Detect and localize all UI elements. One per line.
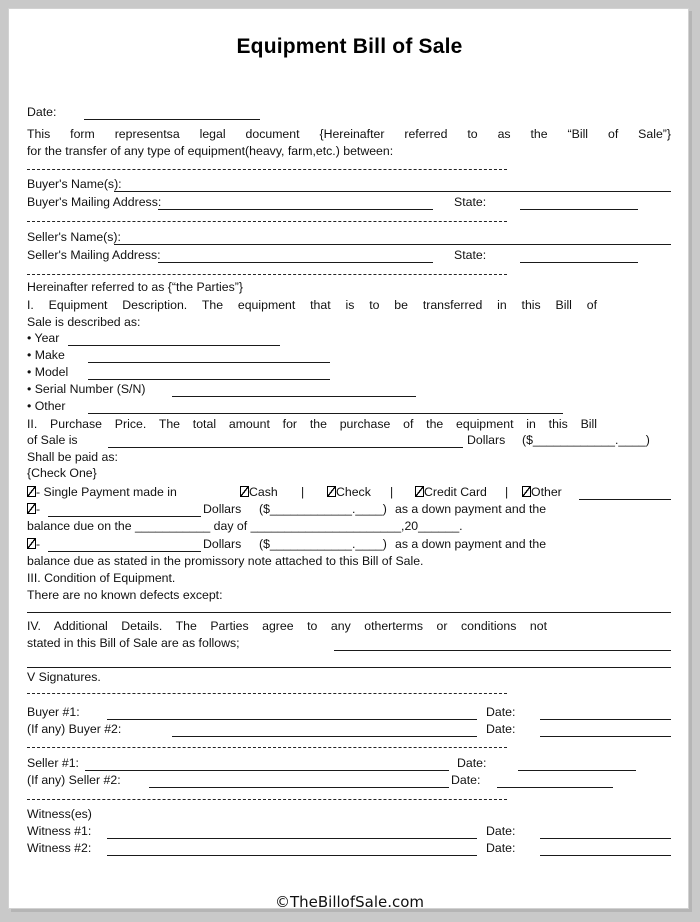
checkbox-credit-card-icon[interactable] <box>415 486 424 497</box>
seller-address-input-line[interactable] <box>158 262 433 263</box>
signature-seller-1-input-line[interactable] <box>85 770 449 771</box>
buyer-state-input-line[interactable] <box>520 209 638 210</box>
divider-before-witnesses <box>27 799 507 800</box>
signature-seller-1-label: Seller #1: <box>27 756 79 770</box>
payment-separator-1: | <box>301 485 305 499</box>
payment-option-cash-label: Cash <box>249 485 278 499</box>
payment-separator-2: | <box>390 485 394 499</box>
down-payment-b-amount-field[interactable]: ($____________.____) <box>259 537 387 551</box>
section-4-line-1: IV. Additional Details. The Parties agree to any otherterms or conditions not <box>27 619 547 633</box>
bullet-model-input-line[interactable] <box>88 379 330 380</box>
down-payment-b-words-input-line[interactable] <box>48 551 201 552</box>
witness-1-input-line[interactable] <box>107 838 477 839</box>
divider-before-seller-signatures <box>27 747 507 748</box>
payment-option-single <box>27 485 177 500</box>
buyer-name-label: Buyer's Name(s): <box>27 177 122 191</box>
page-title: Equipment Bill of Sale <box>236 35 463 58</box>
bullet-other-label: • Other <box>27 399 66 413</box>
signature-seller-1-date-input-line[interactable] <box>518 770 636 771</box>
intro-paragraph-line-1: This form representsa legal document {Hereinafter referred to as the “Bill of Sale”} <box>27 127 671 141</box>
signature-seller-1-date-label: Date: <box>457 756 487 770</box>
section-4-input-line-1[interactable] <box>334 650 671 651</box>
section-2-line-1: II. Purchase Price. The total amount for the purchase of the equipment in this Bill <box>27 417 597 431</box>
section-1-line-1: I. Equipment Description. The equipment that is to be transferred in this Bill of <box>27 298 597 312</box>
down-payment-a-dollars-label: Dollars <box>203 502 242 516</box>
down-payment-a-trailing-text: as a down payment and the <box>395 502 547 516</box>
witness-2-label: Witness #2: <box>27 841 92 855</box>
seller-state-input-line[interactable] <box>520 262 638 263</box>
payment-option-credit <box>415 485 487 500</box>
signature-seller-2-date-input-line[interactable] <box>497 787 613 788</box>
signature-seller-2-input-line[interactable] <box>149 787 449 788</box>
buyer-address-label: Buyer's Mailing Address: <box>27 195 162 209</box>
signature-buyer-2-date-input-line[interactable] <box>540 736 671 737</box>
bullet-model-label: • Model <box>27 365 69 379</box>
down-payment-a-amount-field[interactable]: ($____________.____) <box>259 502 387 516</box>
down-payment-b-trailing-text: as a down payment and the <box>395 537 547 551</box>
divider-after-seller <box>27 274 507 275</box>
bullet-serial-label: • Serial Number (S/N) <box>27 382 146 396</box>
witness-2-input-line[interactable] <box>107 855 477 856</box>
seller-address-label: Seller's Mailing Address: <box>27 248 161 262</box>
witness-1-date-input-line[interactable] <box>540 838 671 839</box>
checkbox-cash-icon[interactable] <box>240 486 249 497</box>
date-input-line[interactable] <box>84 119 260 120</box>
purchase-price-dollars-label: Dollars <box>467 433 506 447</box>
bullet-year-label: • Year <box>27 331 60 345</box>
witness-1-date-label: Date: <box>486 824 516 838</box>
payment-option-cash <box>240 485 278 500</box>
check-one-text: {Check One} <box>27 466 97 480</box>
section-3-text: There are no known defects except: <box>27 588 223 602</box>
witness-heading: Witness(es) <box>27 807 92 821</box>
bullet-year-input-line[interactable] <box>68 345 280 346</box>
section-1-line-2: Sale is described as: <box>27 315 141 329</box>
payment-option-other <box>522 485 562 500</box>
payment-option-single-label: - Single Payment made in <box>36 485 177 499</box>
balance-due-line-b: balance due as stated in the promissory note attached to this Bill of Sale. <box>27 554 424 568</box>
document-content <box>27 9 672 908</box>
payment-option-down-b: - <box>27 537 40 552</box>
date-label: Date: <box>27 105 57 119</box>
footer-copyright: ©TheBillofSale.com <box>274 893 425 909</box>
purchase-price-amount-field[interactable]: ($____________.____) <box>522 433 650 447</box>
section-3-input-line[interactable] <box>27 612 671 613</box>
bullet-serial-input-line[interactable] <box>172 396 416 397</box>
divider-after-buyer <box>27 221 507 222</box>
signature-buyer-1-date-input-line[interactable] <box>540 719 671 720</box>
section-5-heading: V Signatures. <box>27 670 101 684</box>
checkbox-down-payment-b-icon[interactable] <box>27 538 36 549</box>
hereinafter-text: Hereinafter referred to as {“the Parties”} <box>27 280 243 294</box>
section-4-input-line-2[interactable] <box>27 667 671 668</box>
section-4-line-2: stated in this Bill of Sale are as follows; <box>27 636 240 650</box>
signature-seller-2-date-label: Date: <box>451 773 481 787</box>
seller-state-label: State: <box>454 248 487 262</box>
payment-option-down-a: - <box>27 502 40 517</box>
section-3-heading: III. Condition of Equipment. <box>27 571 176 585</box>
payment-option-check-label: Check <box>336 485 371 499</box>
checkbox-check-icon[interactable] <box>327 486 336 497</box>
signature-buyer-1-input-line[interactable] <box>107 719 477 720</box>
seller-name-input-line[interactable] <box>114 244 671 245</box>
divider-before-buyer-signatures <box>27 693 507 694</box>
witness-1-label: Witness #1: <box>27 824 92 838</box>
signature-buyer-2-input-line[interactable] <box>172 736 477 737</box>
balance-due-line-a[interactable]: balance due on the ___________ day of ______________________,20______. <box>27 519 463 533</box>
down-payment-a-words-input-line[interactable] <box>48 516 201 517</box>
buyer-state-label: State: <box>454 195 487 209</box>
divider-after-intro <box>27 169 507 170</box>
shall-be-paid-text: Shall be paid as: <box>27 450 118 464</box>
bullet-make-label: • Make <box>27 348 65 362</box>
buyer-name-input-line[interactable] <box>114 191 671 192</box>
payment-separator-3: | <box>505 485 509 499</box>
payment-option-credit-label: Credit Card <box>424 485 487 499</box>
checkbox-single-payment-icon[interactable] <box>27 486 36 497</box>
payment-option-other-label: Other <box>531 485 562 499</box>
signature-buyer-1-label: Buyer #1: <box>27 705 80 719</box>
section-2-line-2-prefix: of Sale is <box>27 433 78 447</box>
payment-other-input-line[interactable] <box>579 499 671 500</box>
bullet-other-input-line[interactable] <box>88 413 563 414</box>
down-payment-b-dollars-label: Dollars <box>203 537 242 551</box>
checkbox-other-icon[interactable] <box>522 486 531 497</box>
signature-buyer-2-label: (If any) Buyer #2: <box>27 722 122 736</box>
seller-name-label: Seller's Name(s): <box>27 230 121 244</box>
buyer-address-input-line[interactable] <box>158 209 433 210</box>
signature-buyer-1-date-label: Date: <box>486 705 516 719</box>
payment-option-check <box>327 485 371 500</box>
checkbox-down-payment-a-icon[interactable] <box>27 503 36 514</box>
witness-2-date-label: Date: <box>486 841 516 855</box>
signature-buyer-2-date-label: Date: <box>486 722 516 736</box>
purchase-price-words-input-line[interactable] <box>108 447 463 448</box>
document-page <box>8 8 689 909</box>
witness-2-date-input-line[interactable] <box>540 855 671 856</box>
bullet-make-input-line[interactable] <box>88 362 330 363</box>
signature-seller-2-label: (If any) Seller #2: <box>27 773 121 787</box>
intro-paragraph-line-2: for the transfer of any type of equipment(heavy, farm,etc.) between: <box>27 144 394 158</box>
